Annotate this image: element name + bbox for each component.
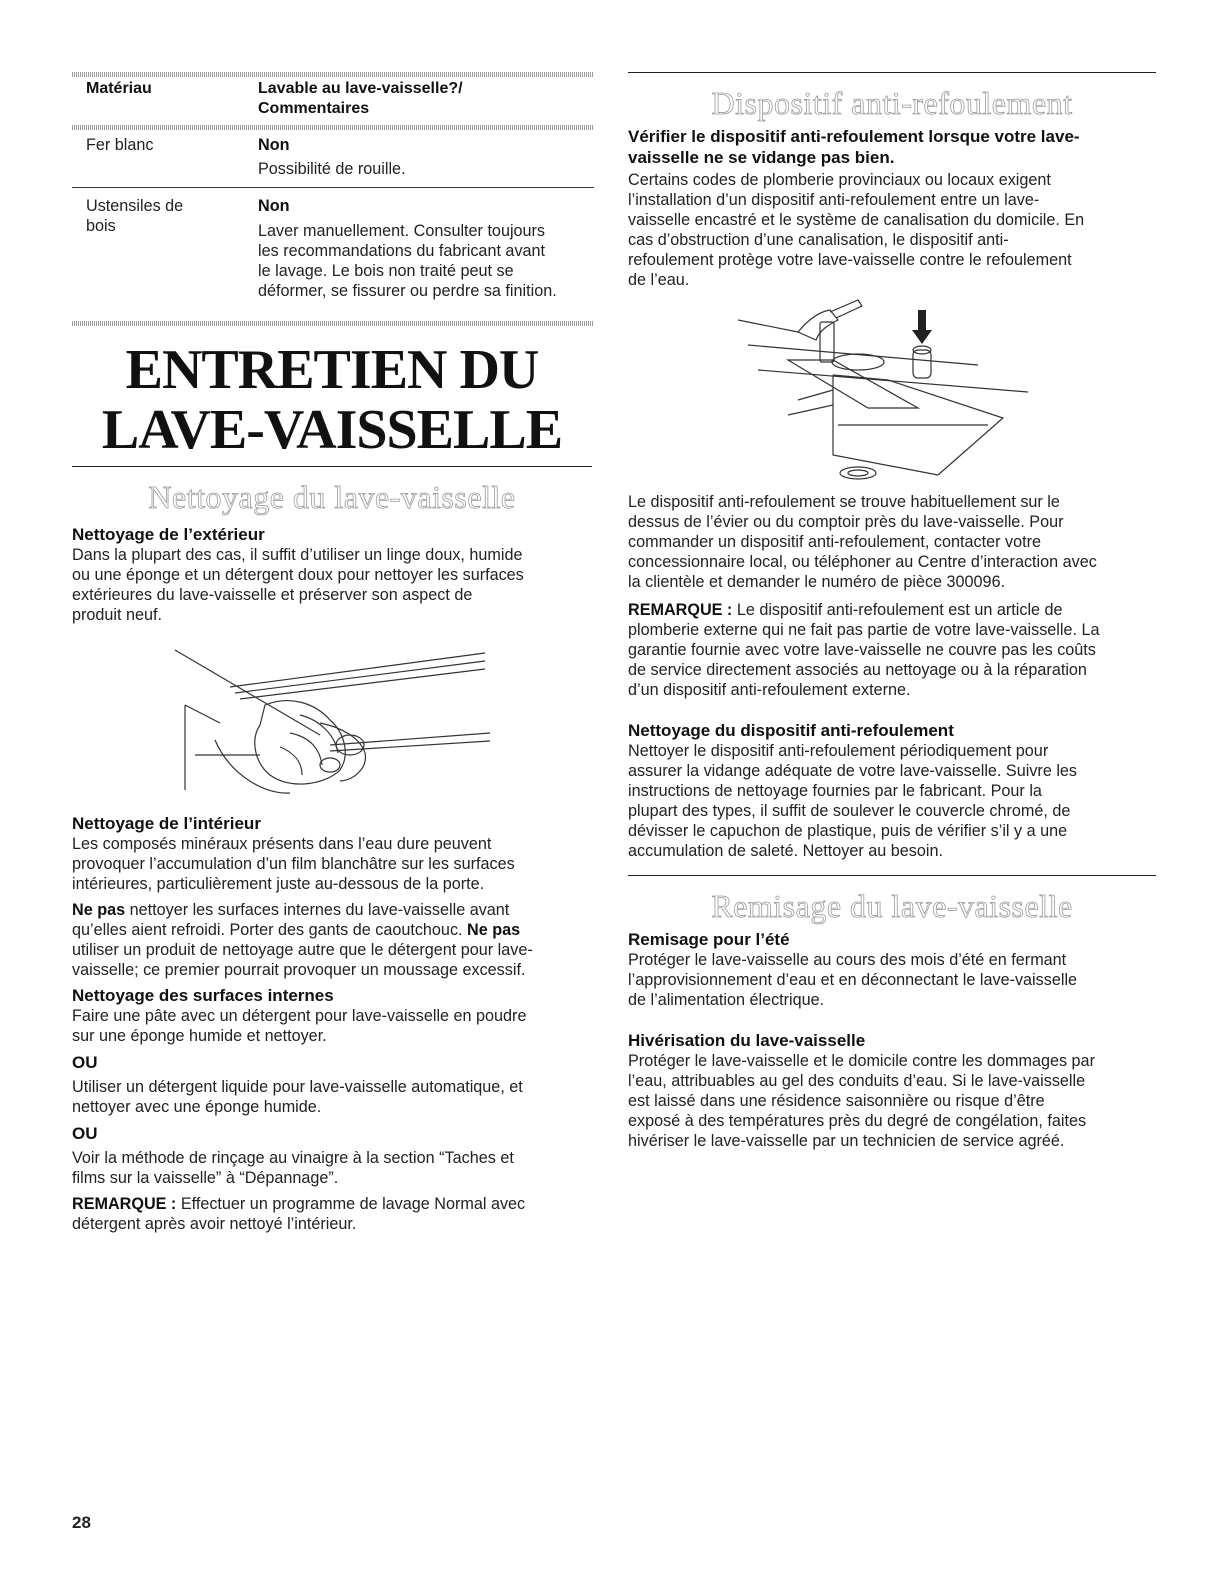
material-cell: Ustensiles de bois — [86, 197, 184, 235]
check-block: Vérifier le dispositif anti-refoulement lorsque votre lave- vaisselle ne se vidange pas bien. Certains codes de plomberie provinciaux ou locaux exigent l’installation d’un dispositif anti-refoulement entre un lave- vaisselle encastré et le système de canalisation du domicile. En cas d’obstruction d’une canalisation, le dispositif anti- refoulement protège votre lave-vaisselle contre le refoulement de l’eau. — [628, 126, 1156, 290]
internal-surfaces-heading: Nettoyage des surfaces internes — [72, 986, 334, 1005]
section-title-storage: Remisage du lave-vaisselle — [711, 888, 1073, 924]
section-title-air-gap: Dispositif anti-refoulement — [711, 85, 1073, 121]
air-gap-sink-illustration — [738, 290, 1038, 485]
section-rule — [628, 875, 1156, 876]
comment-cell: Non Possibilité de rouille. — [258, 136, 406, 178]
page-number: 28 — [72, 1513, 91, 1532]
section-storage — [628, 875, 1156, 926]
table-header-row — [72, 77, 594, 119]
material-cell: Fer blanc — [86, 136, 154, 154]
air-gap-cleaning-heading: Nettoyage du dispositif anti-refoulement — [628, 721, 954, 740]
section-rule — [628, 72, 1156, 73]
interior-heading: Nettoyage de l’intérieur — [72, 814, 261, 833]
section-rule — [72, 466, 592, 467]
summer-heading: Remisage pour l’été — [628, 930, 790, 949]
or-label: OU — [72, 1053, 98, 1072]
winter-block: Hivérisation du lave-vaisselle Protéger le lave-vaisselle et le domicile contre les dommages par l’eau, attribuables au gel des conduits d’eau. Si le lave-vaisselle est laissé dans une résidence saisonnière ou risque d’être exposé à des températures près du degré de congélation, faites hivériser le lave-vaisselle par un technicien de service agréé. — [628, 1030, 1156, 1151]
air-gap-cleaning-block: Nettoyage du dispositif anti-refoulement Nettoyer le dispositif anti-refoulement périodiquement pour assurer la vidange adéquate de votre lave-vaisselle. Suivre les instructions de nettoyage fournies par le fabricant. Pour la plupart des types, il suffit de soulever le couvercle chromé, de dévisser le capuchon de plastique, puis de vérifier s’il y a une accumulation de saleté. Nettoyer au besoin. — [628, 720, 1156, 861]
section-title-cleaning: Nettoyage du lave-vaisselle — [148, 479, 516, 515]
section-cleaning — [72, 466, 592, 517]
header-washable: Lavable au lave-vaisselle?/ Commentaires — [258, 80, 463, 117]
table-row — [72, 188, 594, 301]
internal-surfaces-block: Nettoyage des surfaces internes Faire une pâte avec un détergent pour lave-vaisselle en poudre sur une éponge humide et nettoyer. OU Utiliser un détergent liquide pour lave-vaisselle automatique, et nettoyer avec une éponge humide. OU Voir la méthode de rinçage au vinaigre à la section “Taches et films sur la vaisselle” à “Dépannage”. REMARQUE : Effectuer un programme de lavage Normal avec détergent après avoir nettoyé l’intérieur. — [72, 985, 592, 1234]
table-row — [72, 130, 594, 179]
exterior-heading: Nettoyage de l’extérieur — [72, 525, 265, 544]
page-title: ENTRETIEN DU LAVE-VAISSELLE — [101, 339, 563, 461]
materials-table — [72, 72, 594, 326]
comment-cell: Non Laver manuellement. Consulter toujours les recommandations du fabricant avant le lavage. Le bois non traité peut se déformer, se fissurer ou perdre sa finition. — [258, 197, 557, 300]
winter-heading: Hivérisation du lave-vaisselle — [628, 1031, 866, 1050]
check-heading: Vérifier le dispositif anti-refoulement lorsque votre lave- vaisselle ne se vidange pas bien. — [628, 127, 1080, 167]
table-bottom-rule — [72, 321, 594, 326]
section-air-gap — [628, 72, 1156, 123]
exterior-cleaning-illustration — [170, 645, 500, 805]
or-label: OU — [72, 1124, 98, 1143]
location-block: Le dispositif anti-refoulement se trouve habituellement sur le dessus de l’évier ou du comptoir près du lave-vaisselle. Pour commander un dispositif anti-refoulement, contacter votre concessionnaire local, ou téléphoner au Centre d’interaction avec la clientèle et demander le numéro de pièce 300096. REMARQUE : Le dispositif anti-refoulement est un article de plomberie externe qui ne fait pas partie de votre lave-vaisselle. La garantie fournie avec votre lave-vaisselle ne couvre pas les coûts de service directement associés au nettoyage ou à la réparation d’un dispositif anti-refoulement externe. — [628, 493, 1100, 699]
interior-block: Nettoyage de l’intérieur Les composés minéraux présents dans l’eau dure peuvent provoquer l’accumulation d’un film blanchâtre sur les surfaces intérieures, particulièrement juste au-dessous de la porte. Ne pas nettoyer les surfaces internes du lave-vaisselle avant qu’elles aient refroidi. Porter des gants de caoutchouc. Ne pas utiliser un produit de nettoyage autre que le détergent pour lave- vaisselle; ce premier pourrait provoquer un moussage excessif. — [72, 813, 592, 980]
summer-block: Remisage pour l’été Protéger le lave-vaisselle au cours des mois d’été en fermant l’approvisionnement d’eau et en déconnectant le lave-vaisselle de l’alimentation électrique. — [628, 929, 1156, 1010]
header-material: Matériau — [86, 80, 152, 97]
exterior-block: Nettoyage de l’extérieur Dans la plupart des cas, il suffit d’utiliser un linge doux, humide ou une éponge et un détergent doux pour nettoyer les surfaces extérieures du lave-vaisselle et préserver son aspect de produit neuf. — [72, 524, 592, 625]
